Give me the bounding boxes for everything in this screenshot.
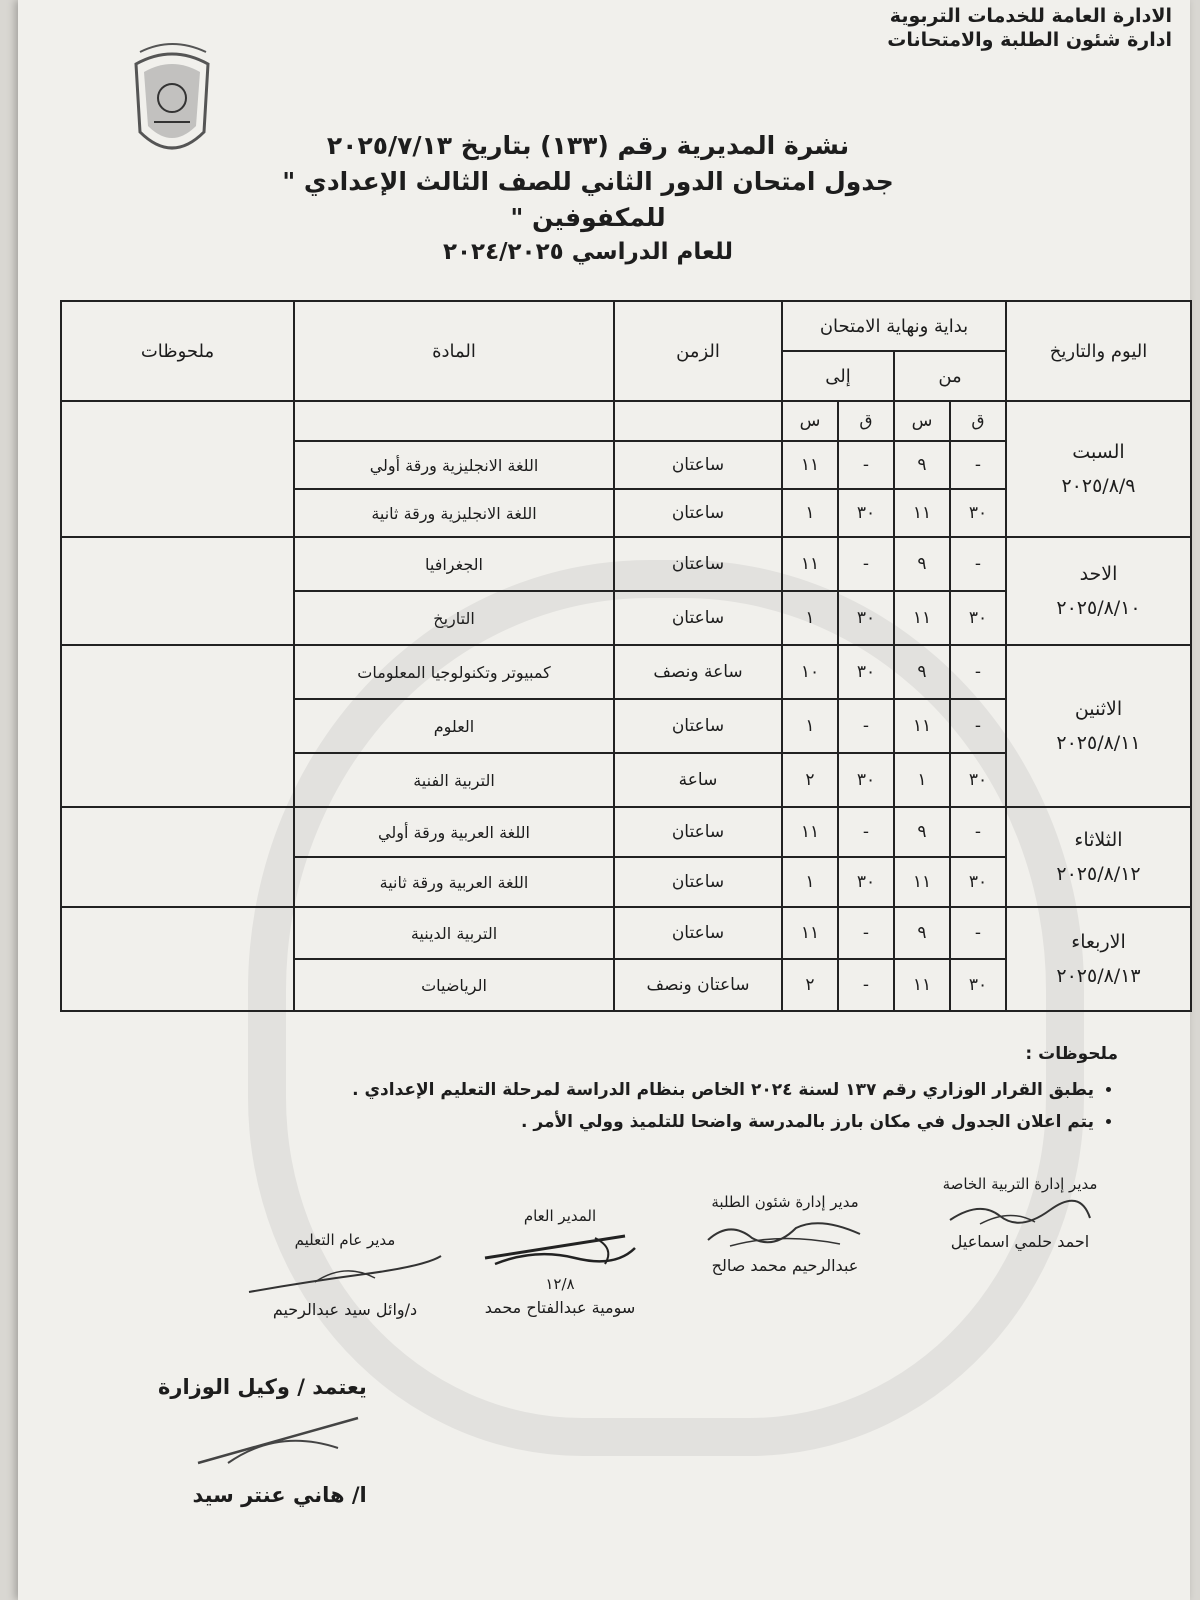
bulletin-title: نشرة المديرية رقم (١٣٣) بتاريخ ٢٠٢٥/٧/١٣ xyxy=(326,131,850,160)
handwritten-signature-icon xyxy=(188,1408,378,1468)
duration: ساعتان xyxy=(614,807,782,857)
day-name: الاحد xyxy=(1079,563,1118,585)
to-minutes: - xyxy=(838,537,894,591)
duration: ساعتان xyxy=(614,441,782,489)
duration: ساعتان ونصف xyxy=(614,959,782,1011)
day-date: ٢٠٢٥/٨/١٣ xyxy=(1056,965,1141,987)
to-hours: ١ xyxy=(782,699,838,753)
duration: ساعة xyxy=(614,753,782,807)
table-row xyxy=(61,907,1191,959)
to-hours: ٢ xyxy=(782,959,838,1011)
header-notes: ملحوظات xyxy=(61,301,294,401)
subject: الجغرافيا xyxy=(294,537,614,591)
subject: اللغة العربية ورقة ثانية xyxy=(294,857,614,907)
to-minutes: - xyxy=(838,441,894,489)
signature-student-affairs xyxy=(680,1190,890,1278)
day-date: ٢٠٢٥/٨/١١ xyxy=(1056,732,1141,754)
notes-cell xyxy=(61,907,294,1011)
to-hours: ١١ xyxy=(782,907,838,959)
unit-hours: س xyxy=(782,401,838,441)
notes-cell xyxy=(61,645,294,807)
from-minutes: - xyxy=(950,645,1006,699)
to-hours: ١ xyxy=(782,489,838,537)
issuer-line-1: الادارة العامة للخدمات التربوية xyxy=(889,5,1172,27)
day-cell xyxy=(1006,807,1191,907)
from-minutes: - xyxy=(950,907,1006,959)
notes-list xyxy=(58,1074,1118,1138)
table-row xyxy=(61,537,1191,591)
from-hours: ٩ xyxy=(894,441,950,489)
from-hours: ١١ xyxy=(894,959,950,1011)
issuer-header xyxy=(887,4,1172,52)
to-hours: ١٠ xyxy=(782,645,838,699)
to-hours: ١١ xyxy=(782,537,838,591)
handwritten-date: ١٢/٨ xyxy=(545,1275,575,1293)
header-start-end: بداية ونهاية الامتحان xyxy=(782,301,1006,351)
subject: اللغة الانجليزية ورقة ثانية xyxy=(294,489,614,537)
unit-minutes: ق xyxy=(838,401,894,441)
subject: كمبيوتر وتكنولوجيا المعلومات xyxy=(294,645,614,699)
signature-role: مدير عام التعليم xyxy=(294,1231,396,1249)
unit-minutes: ق xyxy=(950,401,1006,441)
subject: العلوم xyxy=(294,699,614,753)
notes-heading: ملحوظات : xyxy=(1025,1044,1118,1064)
to-hours: ١ xyxy=(782,591,838,645)
to-hours: ٢ xyxy=(782,753,838,807)
approval-name: ا/ هاني عنتر سيد xyxy=(192,1483,367,1507)
schedule-title: جدول امتحان الدور الثاني للصف الثالث الإعدادي " للمكفوفين " xyxy=(282,167,894,232)
subject: التربية الدينية xyxy=(294,907,614,959)
subject: التربية الفنية xyxy=(294,753,614,807)
from-hours: ٩ xyxy=(894,907,950,959)
exam-schedule-table xyxy=(60,300,1192,1012)
from-minutes: - xyxy=(950,699,1006,753)
from-minutes: - xyxy=(950,441,1006,489)
signature-name: احمد حلمي اسماعيل xyxy=(950,1232,1090,1251)
ministry-emblem-icon xyxy=(126,36,218,166)
header-from: من xyxy=(894,351,1006,401)
academic-year: للعام الدراسي ٢٠٢٤/٢٠٢٥ xyxy=(442,239,734,265)
to-minutes: - xyxy=(838,959,894,1011)
from-hours: ٩ xyxy=(894,645,950,699)
day-cell xyxy=(1006,645,1191,807)
to-minutes: ٣٠ xyxy=(838,753,894,807)
from-hours: ١ xyxy=(894,753,950,807)
signature-special-ed xyxy=(920,1172,1120,1254)
duration: ساعتان xyxy=(614,489,782,537)
notes-section xyxy=(58,1038,1118,1138)
day-name: الثلاثاء xyxy=(1074,829,1123,851)
day-date: ٢٠٢٥/٨/١٠ xyxy=(1056,597,1141,619)
from-minutes: ٣٠ xyxy=(950,489,1006,537)
day-name: السبت xyxy=(1072,441,1125,463)
approval-label: يعتمد / وكيل الوزارة xyxy=(158,1375,367,1399)
from-hours: ١١ xyxy=(894,699,950,753)
to-hours: ١١ xyxy=(782,441,838,489)
handwritten-signature-icon xyxy=(475,1228,645,1272)
to-hours: ١ xyxy=(782,857,838,907)
from-minutes: ٣٠ xyxy=(950,959,1006,1011)
header-subject: المادة xyxy=(294,301,614,401)
note-item: • يطبق القرار الوزاري رقم ١٣٧ لسنة ٢٠٢٤ الخاص بنظام الدراسة لمرحلة التعليم الإعدادي . xyxy=(58,1074,1094,1106)
from-minutes: ٣٠ xyxy=(950,591,1006,645)
signature-education-director xyxy=(240,1228,450,1322)
subject: الرياضيات xyxy=(294,959,614,1011)
signature-name: د/وائل سيد عبدالرحيم xyxy=(272,1300,418,1319)
approval-block xyxy=(158,1368,367,1514)
to-minutes: ٣٠ xyxy=(838,489,894,537)
subject: اللغة الانجليزية ورقة أولي xyxy=(294,441,614,489)
duration: ساعة ونصف xyxy=(614,645,782,699)
day-name: الاثنين xyxy=(1074,698,1123,720)
time-units-row xyxy=(61,401,1191,441)
table-row xyxy=(61,645,1191,699)
from-hours: ١١ xyxy=(894,591,950,645)
signature-role: مدير إدارة التربية الخاصة xyxy=(942,1175,1098,1193)
notes-cell xyxy=(61,537,294,645)
signature-name: عبدالرحيم محمد صالح xyxy=(711,1256,859,1275)
note-item: • يتم اعلان الجدول في مكان بارز بالمدرسة واضحا للتلميذ وولي الأمر . xyxy=(58,1106,1094,1138)
day-name: الاربعاء xyxy=(1071,931,1126,953)
subject: اللغة العربية ورقة أولي xyxy=(294,807,614,857)
document-page xyxy=(18,0,1190,1600)
header-day-date: اليوم والتاريخ xyxy=(1006,301,1191,401)
duration: ساعتان xyxy=(614,537,782,591)
handwritten-signature-icon xyxy=(700,1214,870,1254)
to-minutes: - xyxy=(838,907,894,959)
header-duration: الزمن xyxy=(614,301,782,401)
to-minutes: - xyxy=(838,807,894,857)
duration: ساعتان xyxy=(614,591,782,645)
unit-hours: س xyxy=(894,401,950,441)
handwritten-signature-icon xyxy=(940,1196,1100,1230)
day-cell xyxy=(1006,401,1191,537)
header-to: إلى xyxy=(782,351,894,401)
issuer-line-2: ادارة شئون الطلبة والامتحانات xyxy=(887,29,1172,51)
table-row xyxy=(61,807,1191,857)
day-cell xyxy=(1006,907,1191,1011)
notes-cell xyxy=(61,807,294,907)
duration: ساعتان xyxy=(614,699,782,753)
duration: ساعتان xyxy=(614,907,782,959)
handwritten-signature-icon xyxy=(245,1252,445,1298)
day-cell xyxy=(1006,537,1191,645)
to-minutes: ٣٠ xyxy=(838,591,894,645)
to-minutes: - xyxy=(838,699,894,753)
signature-director-general xyxy=(460,1204,660,1320)
to-minutes: ٣٠ xyxy=(838,857,894,907)
duration: ساعتان xyxy=(614,857,782,907)
notes-cell xyxy=(61,401,294,537)
to-minutes: ٣٠ xyxy=(838,645,894,699)
subject: التاريخ xyxy=(294,591,614,645)
to-hours: ١١ xyxy=(782,807,838,857)
from-hours: ١١ xyxy=(894,857,950,907)
from-minutes: ٣٠ xyxy=(950,857,1006,907)
signature-name: سومية عبدالفتاح محمد xyxy=(484,1298,636,1317)
from-minutes: ٣٠ xyxy=(950,753,1006,807)
from-minutes: - xyxy=(950,537,1006,591)
day-date: ٢٠٢٥/٨/٩ xyxy=(1061,475,1136,497)
from-hours: ١١ xyxy=(894,489,950,537)
signature-role: المدير العام xyxy=(523,1207,597,1225)
day-date: ٢٠٢٥/٨/١٢ xyxy=(1056,863,1141,885)
from-minutes: - xyxy=(950,807,1006,857)
from-hours: ٩ xyxy=(894,807,950,857)
from-hours: ٩ xyxy=(894,537,950,591)
signature-role: مدير إدارة شئون الطلبة xyxy=(711,1193,859,1211)
document-titles xyxy=(238,128,938,268)
